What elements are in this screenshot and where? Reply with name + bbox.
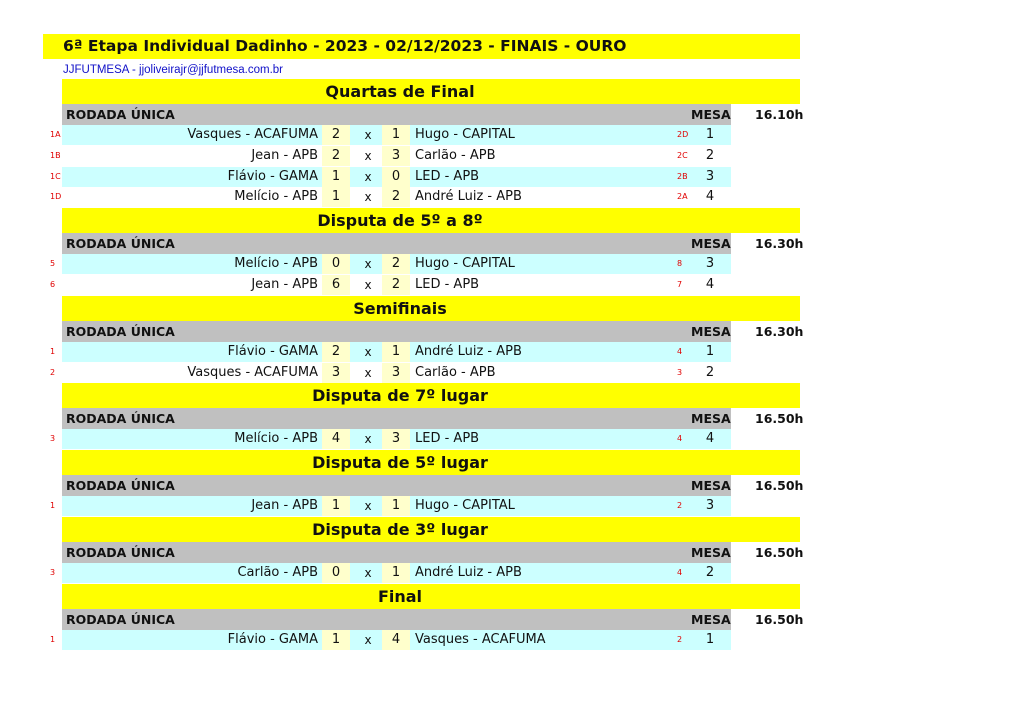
versus-mark: x bbox=[364, 257, 372, 272]
away-player: Carlão - APB bbox=[415, 364, 496, 380]
mesa-number: 4 bbox=[705, 189, 715, 205]
home-score: 6 bbox=[322, 275, 350, 295]
right-seed-code: 3 bbox=[677, 367, 683, 377]
home-player: Jean - APB bbox=[251, 498, 318, 514]
versus-mark: x bbox=[364, 344, 372, 359]
right-seed-code: 2D bbox=[677, 130, 689, 139]
left-seed-code: 5 bbox=[50, 259, 56, 269]
home-player: Melício - APB bbox=[234, 189, 318, 205]
right-seed-code: 2 bbox=[677, 634, 683, 644]
section-title: Final bbox=[377, 586, 423, 606]
away-score: 1 bbox=[382, 496, 410, 516]
round-label: RODADA ÚNICA bbox=[66, 611, 175, 627]
away-player: Hugo - CAPITAL bbox=[415, 127, 515, 142]
mesa-number: 2 bbox=[705, 565, 715, 580]
away-player: André Luiz - APB bbox=[415, 189, 522, 205]
mesa-number: 4 bbox=[705, 431, 715, 447]
section-title: Disputa de 3º lugar bbox=[312, 520, 488, 539]
right-seed-code: 4 bbox=[677, 346, 683, 356]
section-title: Disputa de 5º a 8º bbox=[317, 211, 483, 231]
mesa-number: 3 bbox=[705, 256, 715, 272]
home-player: Flávio - GAMA bbox=[227, 343, 318, 359]
versus-mark: x bbox=[364, 432, 372, 447]
away-player: Vasques - ACAFUMA bbox=[415, 631, 546, 647]
mesa-number: 4 bbox=[705, 277, 715, 292]
mesa-header: MESA bbox=[691, 107, 731, 122]
left-seed-code: 1A bbox=[50, 130, 61, 139]
contact-line: JJFUTMESA - jjoliveirajr@jjfutmesa.com.br bbox=[63, 64, 283, 76]
left-seed-code: 1B bbox=[50, 150, 61, 160]
home-score: 3 bbox=[322, 363, 350, 383]
home-score: 4 bbox=[322, 429, 350, 449]
away-player: LED - APB bbox=[415, 431, 480, 447]
round-label: RODADA ÚNICA bbox=[66, 478, 175, 494]
round-label: RODADA ÚNICA bbox=[66, 323, 175, 339]
left-seed-code: 3 bbox=[50, 568, 56, 577]
section-title: Semifinais bbox=[353, 298, 447, 318]
round-time: 16.50h bbox=[755, 478, 804, 494]
mesa-number: 3 bbox=[705, 498, 715, 514]
right-seed-code: 2 bbox=[677, 501, 683, 511]
left-seed-code: 1 bbox=[50, 634, 56, 644]
mesa-header: MESA bbox=[691, 545, 731, 560]
home-player: Flávio - GAMA bbox=[227, 631, 318, 647]
away-score: 3 bbox=[382, 363, 410, 383]
right-seed-code: 8 bbox=[677, 259, 683, 269]
away-player: Hugo - CAPITAL bbox=[415, 256, 515, 272]
home-player: Jean - APB bbox=[251, 277, 318, 292]
mesa-header: MESA bbox=[691, 323, 731, 339]
away-score: 0 bbox=[382, 167, 410, 187]
home-score: 1 bbox=[322, 630, 350, 650]
right-seed-code: 4 bbox=[677, 568, 683, 577]
away-player: André Luiz - APB bbox=[415, 565, 522, 580]
left-seed-code: 1D bbox=[50, 192, 62, 202]
home-score: 0 bbox=[322, 254, 350, 274]
left-seed-code: 1C bbox=[50, 171, 61, 181]
round-label: RODADA ÚNICA bbox=[66, 411, 175, 427]
section-title: Quartas de Final bbox=[325, 82, 475, 101]
right-seed-code: 7 bbox=[677, 280, 683, 289]
round-label: RODADA ÚNICA bbox=[66, 236, 175, 252]
versus-mark: x bbox=[364, 128, 372, 142]
versus-mark: x bbox=[364, 148, 372, 163]
left-seed-code: 1 bbox=[50, 346, 56, 356]
home-player: Melício - APB bbox=[234, 256, 318, 272]
round-label: RODADA ÚNICA bbox=[66, 107, 175, 122]
home-player: Vasques - ACAFUMA bbox=[187, 364, 318, 380]
mesa-number: 1 bbox=[705, 127, 715, 142]
round-label: RODADA ÚNICA bbox=[66, 545, 175, 560]
home-score: 2 bbox=[322, 146, 350, 166]
home-score: 1 bbox=[322, 167, 350, 187]
home-player: Vasques - ACAFUMA bbox=[187, 127, 318, 142]
away-score: 4 bbox=[382, 630, 410, 650]
away-player: André Luiz - APB bbox=[415, 343, 522, 359]
versus-mark: x bbox=[364, 278, 372, 292]
mesa-number: 1 bbox=[705, 631, 715, 647]
away-score: 2 bbox=[382, 275, 410, 295]
round-time: 16.50h bbox=[755, 611, 804, 627]
home-player: Flávio - GAMA bbox=[227, 168, 318, 184]
mesa-header: MESA bbox=[691, 478, 731, 494]
away-player: Carlão - APB bbox=[415, 147, 496, 163]
left-seed-code: 3 bbox=[50, 434, 56, 444]
right-seed-code: 2A bbox=[677, 192, 688, 202]
mesa-header: MESA bbox=[691, 236, 731, 252]
away-player: LED - APB bbox=[415, 168, 480, 184]
away-player: LED - APB bbox=[415, 277, 480, 292]
round-time: 16.30h bbox=[755, 323, 804, 339]
home-score: 2 bbox=[322, 125, 350, 145]
round-time: 16.10h bbox=[755, 107, 804, 122]
away-score: 1 bbox=[382, 125, 410, 145]
page-title: 6ª Etapa Individual Dadinho - 2023 - 02/12/2023 - FINAIS - OURO bbox=[63, 37, 627, 55]
mesa-number: 1 bbox=[705, 343, 715, 359]
away-player: Hugo - CAPITAL bbox=[415, 498, 515, 514]
right-seed-code: 4 bbox=[677, 434, 683, 444]
home-player: Jean - APB bbox=[251, 147, 318, 163]
home-player: Melício - APB bbox=[234, 431, 318, 447]
right-seed-code: 2C bbox=[677, 150, 688, 160]
home-score: 2 bbox=[322, 342, 350, 362]
left-seed-code: 6 bbox=[50, 280, 56, 289]
away-score: 3 bbox=[382, 429, 410, 449]
versus-mark: x bbox=[364, 365, 372, 380]
section-title: Disputa de 5º lugar bbox=[312, 453, 488, 473]
left-seed-code: 1 bbox=[50, 501, 56, 511]
home-score: 0 bbox=[322, 563, 350, 583]
mesa-number: 2 bbox=[705, 147, 715, 163]
versus-mark: x bbox=[364, 190, 372, 205]
mesa-header: MESA bbox=[691, 611, 731, 627]
round-time: 16.50h bbox=[755, 411, 804, 427]
mesa-number: 2 bbox=[705, 364, 715, 380]
section-title: Disputa de 7º lugar bbox=[312, 386, 488, 406]
away-score: 2 bbox=[382, 254, 410, 274]
away-score: 1 bbox=[382, 563, 410, 583]
versus-mark: x bbox=[364, 632, 372, 647]
versus-mark: x bbox=[364, 169, 372, 184]
round-time: 16.30h bbox=[755, 236, 804, 252]
home-player: Carlão - APB bbox=[237, 565, 318, 580]
away-score: 2 bbox=[382, 187, 410, 207]
mesa-header: MESA bbox=[691, 411, 731, 427]
left-seed-code: 2 bbox=[50, 367, 56, 377]
versus-mark: x bbox=[364, 499, 372, 514]
round-time: 16.50h bbox=[755, 545, 804, 560]
home-score: 1 bbox=[322, 187, 350, 207]
mesa-number: 3 bbox=[705, 168, 715, 184]
away-score: 1 bbox=[382, 342, 410, 362]
versus-mark: x bbox=[364, 566, 372, 580]
away-score: 3 bbox=[382, 146, 410, 166]
home-score: 1 bbox=[322, 496, 350, 516]
right-seed-code: 2B bbox=[677, 171, 688, 181]
